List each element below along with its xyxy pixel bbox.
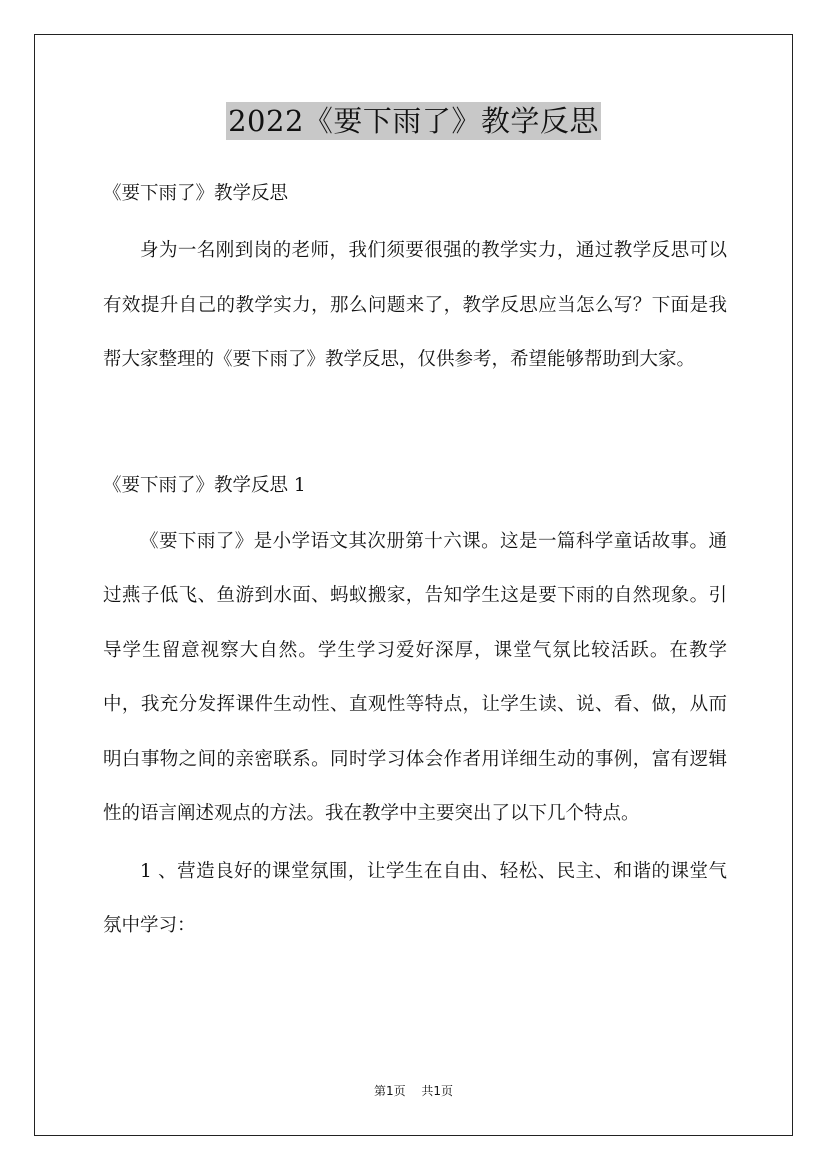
point-1-paragraph: 1 、营造良好的课堂氛围，让学生在自由、轻松、民主、和谐的课堂气氛中学习： [103,860,727,936]
document-body [103,174,727,954]
intro-paragraph: 身为一名刚到岗的老师，我们须要很强的教学实力，通过教学反思可以有效提升自己的教学实力，那么问题来了，教学反思应当怎么写？下面是我帮大家整理的《要下雨了》教学反思，仅供参考，希望能够帮助到大家。 [103,240,727,370]
section-1-heading: 《要下雨了》教学反思 1 [103,474,306,496]
document-subtitle: 《要下雨了》教学反思 [103,183,289,204]
page-number: 第1页 [373,1084,406,1098]
section-1-paragraph: 《要下雨了》是小学语文其次册第十六课。这是一篇科学童话故事。通过燕子低飞、鱼游到水面、蚂蚁搬家，告知学生这是要下雨的自然现象。引导学生留意视察大自然。学生学习爱好深厚，课堂气氛比较活跃。在教学中，我充分发挥课件生动性、直观性等特点，让学生读、说、看、做，从而明白事物之间的亲密联系。同时学习体会作者用详细生动的事例，富有逻辑性的语言阐述观点的方法。我在教学中主要突出了以下几个特点。 [103,530,727,824]
document-title: 2022《要下雨了》教学反思 [228,104,599,138]
page-footer [0,1082,827,1100]
page-total: 共1页 [421,1084,454,1098]
title-container [0,102,827,140]
